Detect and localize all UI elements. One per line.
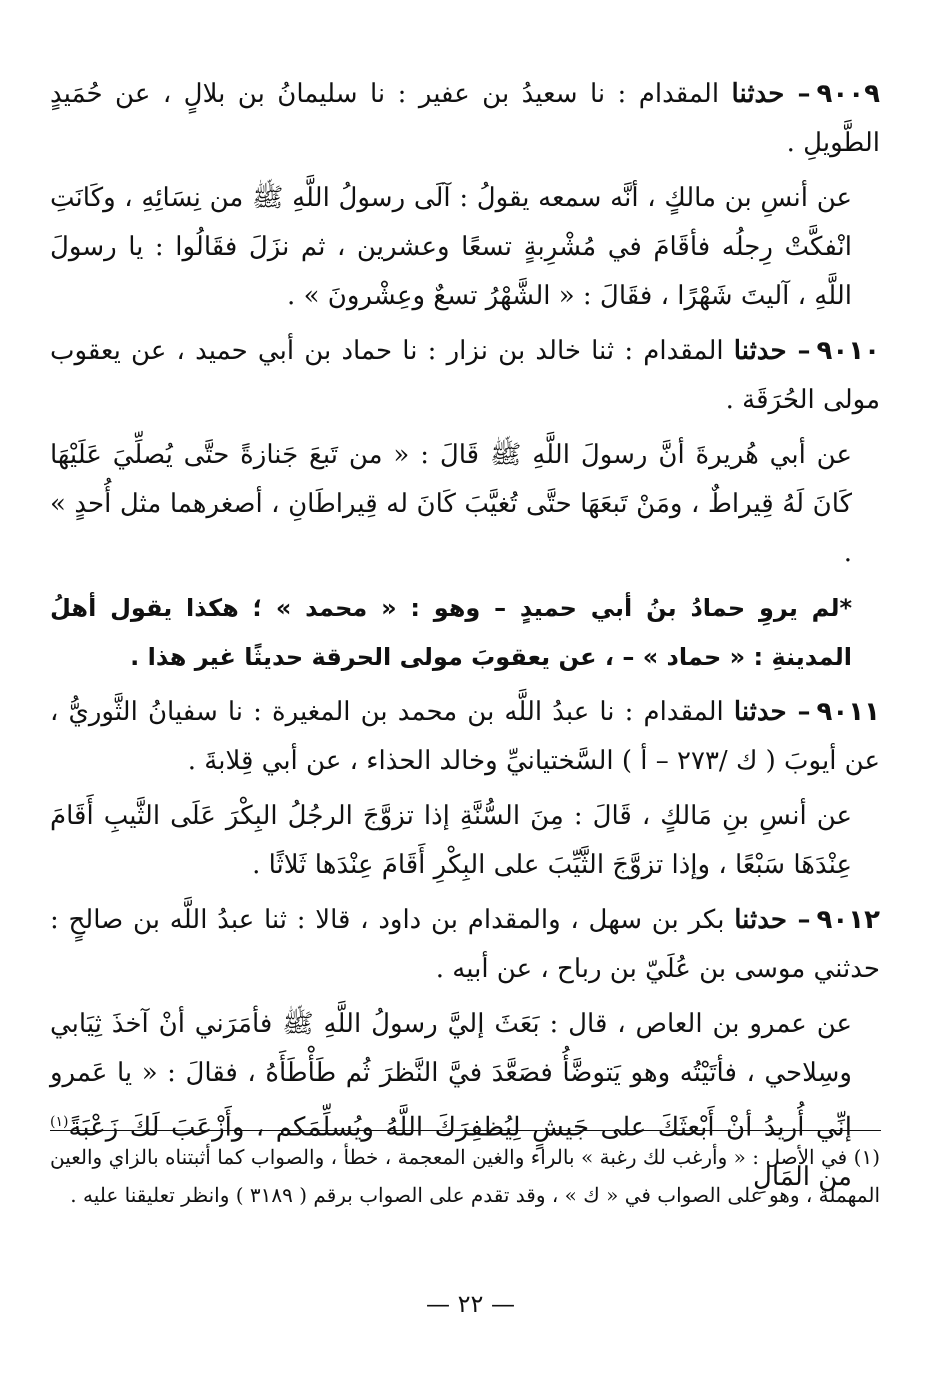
editor-note: *لم يروِ حمادُ بنُ أبي حميدٍ – وهو : « محمد » ؛ هكذا يقول أهلُ المدينةِ : « حماد » – ، عن يعقوبَ مولى الحرقة حديثًا غير هذا .	[50, 594, 852, 671]
matn-text: عن عمرو بن العاص ، قال : بَعَثَ إليَّ رسولُ اللَّهِ ﷺ فأمَرَني أنْ آخذَ ثِيَابي وسِلاحي ، فأتَيْتُه وهو يَتوضَّأُ فصَعَّدَ فيَّ النَّظرَ ثُم طَأْطَأَهُ ، فقالَ : « يا عَمرو إنِّي أُريدُ أنْ أَبْعثَكَ على جَيشٍ لِيُظفِرَكَ اللَّهُ ويُسلِّمَكم ، وأَزْعَبَ لَكَ زَعْبَةً	[50, 1009, 852, 1143]
footnote-divider	[50, 1130, 881, 1131]
matn-text-end: من المَالِ	[753, 1161, 852, 1192]
hadith-matn: عن أبي هُريرةَ أنَّ رسولَ اللَّهِ ﷺ قَالَ : « من تَبعَ جَنازةً حتَّى يُصلِّيَ عَلَيْهَا كَانَ لَهُ قِيراطٌ ، ومَنْ تَبعَهَا حتَّى تُغيَّبَ كَانَ له قِيراطَانِ ، أصغرهما مثل أُحدٍ » .	[50, 440, 852, 568]
footnote-reference[interactable]: (١)	[50, 1114, 69, 1130]
isnad-text: المقدام : ثنا خالد بن نزار : نا حماد بن أبي حميد ، عن يعقوب مولى الحُرَقَة .	[50, 336, 880, 415]
hadith-isnad	[50, 327, 880, 425]
page-number: — ٢٢ —	[425, 1290, 516, 1318]
hadith-keyword: – حدثنا	[733, 336, 811, 366]
hadith-number: ٩٠١٠	[816, 336, 880, 366]
hadith-keyword: – حدثنا	[731, 79, 811, 109]
page-body	[50, 70, 880, 1208]
hadith-isnad	[50, 70, 880, 168]
hadith-keyword: – حدثنا	[734, 905, 811, 935]
hadith-keyword: – حدثنا	[733, 697, 811, 727]
hadith-matn: عن أنسِ بن مالكٍ ، أنَّه سمعه يقولُ : آلَى رسولُ اللَّهِ ﷺ من نِسَائِهِ ، وكَانَتِ انْفكَّتْ رِجلُه فأقَامَ في مُشْرِبةٍ تسعًا وعشرين ، ثم نزَلَ فقَالُوا : يا رسولَ اللَّهِ ، آليتَ شَهْرًا ، فقَالَ : « الشَّهْرُ تسعٌ وعِشْرونَ » .	[50, 183, 852, 311]
hadith-isnad	[50, 896, 880, 994]
isnad-text: المقدام : نا سعيدُ بن عفير : نا سليمانُ بن بلالٍ ، عن حُمَيدٍ الطَّويلِ .	[50, 79, 880, 158]
footnote	[50, 1138, 880, 1214]
hadith-isnad	[50, 688, 880, 786]
footnote-marker: (١)	[853, 1145, 880, 1169]
hadith-number: ٩٠١٢	[816, 905, 880, 935]
footnote-text: في الأصل : « وأرغب لك رغبة » بالراء والغين المعجمة ، خطأ ، والصواب كما أثبتناه بالزاي والعين المهملة ، وهو على الصواب في « ك » ، وقد تقدم على الصواب برقم ( ٣١٨٩ ) وانظر تعليقنا عليه .	[50, 1145, 880, 1207]
isnad-text: المقدام : نا عبدُ اللَّه بن محمد بن المغيرة : نا سفيانُ الثَّوريُّ ، عن أيوبَ ( ك /٢٧٣ – أ ) السَّختيانيِّ وخالد الحذاء ، عن أبي قِلابةَ .	[50, 697, 880, 776]
isnad-text: بكر بن سهل ، والمقدام بن داود ، قالا : ثنا عبدُ اللَّه بن صالحٍ : حدثني موسى بن عُلَيّ بن رباح ، عن أبيه .	[50, 905, 880, 984]
hadith-matn: عن أنسِ بنِ مَالكٍ ، قَالَ : مِنَ السُّنَّةِ إذا تزوَّجَ الرجُلُ البِكْرَ عَلَى الثَّيبِ أَقَامَ عِنْدَهَا سَبْعًا ، وإذا تزوَّجَ الثَّيِّبَ على البِكْرِ أَقَامَ عِنْدَها ثَلاثًا .	[50, 801, 852, 880]
hadith-number: ٩٠١١	[816, 697, 880, 727]
hadith-number: ٩٠٠٩	[816, 79, 881, 109]
